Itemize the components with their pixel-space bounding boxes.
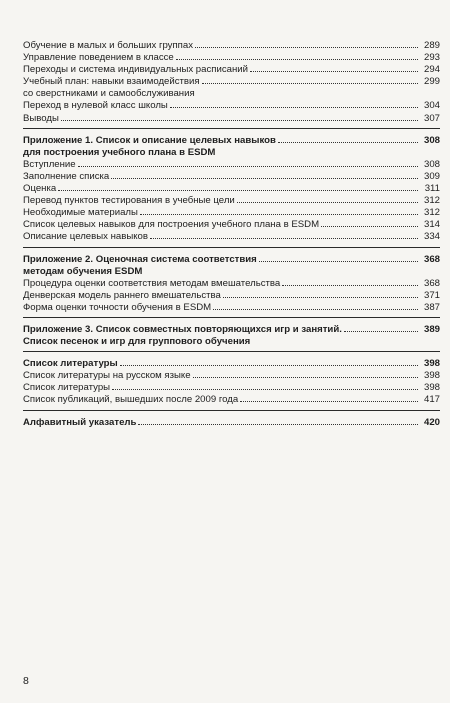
toc-entry-title: Список литературы: [23, 382, 111, 394]
toc-entry-page: 398: [423, 370, 440, 382]
toc-entry: [23, 195, 440, 207]
toc-entry-title: Учебный план: навыки взаимодействия со сверстниками и самообслуживания: [23, 76, 200, 100]
dot-leader: [213, 309, 418, 310]
toc-entry: [23, 394, 440, 406]
toc-entry-page: 294: [423, 64, 440, 76]
toc-entry: [23, 135, 440, 159]
toc-entry-page: 308: [423, 158, 440, 170]
toc-section: [23, 417, 440, 432]
toc-entry-page: 417: [423, 394, 440, 406]
toc-entry: [23, 219, 440, 231]
toc-entry-title: Приложение 2. Оценочная система соответствия методам обучения ESDM: [23, 253, 257, 277]
dot-leader: [344, 331, 418, 332]
toc-entry: [23, 370, 440, 382]
dot-leader: [138, 424, 418, 425]
toc-entry-title: Список публикаций, вышедших после 2009 года: [23, 394, 239, 406]
toc-entry: [23, 159, 440, 171]
dot-leader: [240, 401, 418, 402]
toc-entry-page: 304: [423, 100, 440, 112]
dot-leader: [170, 107, 418, 108]
dot-leader: [112, 389, 418, 390]
dot-leader: [223, 297, 418, 298]
toc-entry-page: 312: [423, 207, 440, 219]
dot-leader: [120, 365, 418, 366]
toc-entry: [23, 113, 440, 125]
toc-entry: [23, 207, 440, 219]
dot-leader: [195, 47, 418, 48]
dot-leader: [140, 214, 418, 215]
toc-entry-page: 309: [423, 170, 440, 182]
toc-entry: [23, 171, 440, 183]
toc-entry-page: 307: [423, 112, 440, 124]
toc-entry: [23, 290, 440, 302]
toc-entry-page: 311: [424, 183, 440, 195]
toc-entry: [23, 324, 440, 348]
toc-section: [23, 324, 440, 352]
toc-entry-title: Заполнение списка: [23, 170, 110, 182]
toc-entry-title: Денверская модель раннего вмешательства: [23, 289, 221, 301]
toc-section: [23, 135, 440, 248]
toc-entry-title: Форма оценки точности обучения в ESDM: [23, 301, 212, 313]
page-number: 8: [23, 675, 29, 687]
toc-entry-page: 368: [423, 277, 440, 289]
dot-leader: [250, 71, 418, 72]
dot-leader: [282, 285, 418, 286]
dot-leader: [150, 238, 418, 239]
toc-entry-title: Алфавитный указатель: [23, 416, 137, 428]
toc-entry: [23, 100, 440, 112]
toc-entry: [23, 40, 440, 52]
toc-entry-page: 314: [423, 219, 440, 231]
dot-leader: [321, 226, 418, 227]
toc-entry-page: 312: [423, 195, 440, 207]
table-of-contents: [23, 40, 440, 438]
toc-entry: [23, 382, 440, 394]
dot-leader: [78, 166, 418, 167]
toc-entry-page: 387: [423, 301, 440, 313]
toc-entry-page: 308: [423, 134, 440, 146]
toc-section: [23, 358, 440, 410]
toc-entry-title: Список целевых навыков для построения учебного плана в ESDM: [23, 219, 320, 231]
dot-leader: [58, 190, 418, 191]
toc-entry-page: 299: [423, 76, 440, 88]
toc-entry: [23, 64, 440, 76]
toc-entry-title: Перевод пунктов тестирования в учебные цели: [23, 195, 235, 207]
toc-entry-title: Процедура оценки соответствия методам вмешательства: [23, 277, 281, 289]
toc-entry-page: 293: [423, 52, 440, 64]
toc-entry-page: 420: [423, 416, 440, 428]
toc-entry-title: Оценка: [23, 183, 57, 195]
toc-entry-title: Необходимые материалы: [23, 207, 138, 219]
toc-entry-page: 368: [423, 253, 440, 265]
toc-entry-page: 289: [423, 40, 440, 51]
dot-leader: [237, 202, 418, 203]
toc-entry-title: Переход в нулевой класс школы: [23, 100, 168, 112]
toc-entry-title: Выводы: [23, 112, 59, 124]
toc-entry-title: Приложение 1. Список и описание целевых навыков для построения учебного плана в ESDM: [23, 134, 276, 158]
dot-leader: [278, 142, 418, 143]
toc-section: [23, 254, 440, 318]
toc-entry: [23, 183, 440, 195]
dot-leader: [193, 377, 418, 378]
toc-entry-page: 389: [423, 323, 440, 335]
toc-entry: [23, 417, 440, 429]
toc-entry-page: 398: [423, 358, 440, 370]
toc-entry-page: 398: [423, 382, 440, 394]
toc-entry-title: Описание целевых навыков: [23, 231, 148, 243]
toc-entry-title: Вступление: [23, 158, 76, 170]
toc-entry: [23, 278, 440, 290]
toc-entry-page: 371: [423, 289, 440, 301]
dot-leader: [259, 261, 418, 262]
toc-entry-title: Список литературы на русском языке: [23, 370, 191, 382]
toc-entry-title: Обучение в малых и больших группах: [23, 40, 193, 51]
toc-entry: [23, 254, 440, 278]
dot-leader: [61, 120, 418, 121]
toc-entry: [23, 231, 440, 243]
toc-entry: [23, 302, 440, 314]
dot-leader: [176, 59, 418, 60]
toc-entry-page: 334: [423, 231, 440, 243]
dot-leader: [202, 83, 418, 84]
toc-entry: [23, 358, 440, 370]
toc-section: [23, 40, 440, 129]
toc-entry-title: Приложение 3. Список совместных повторяющихся игр и занятий. Список песенок и игр для группового обучения: [23, 323, 342, 348]
toc-entry-title: Переходы и система индивидуальных расписаний: [23, 64, 248, 76]
dot-leader: [111, 178, 418, 179]
toc-entry: [23, 52, 440, 64]
toc-entry-title: Список литературы: [23, 358, 118, 370]
toc-entry: [23, 76, 440, 100]
toc-entry-title: Управление поведением в классе: [23, 52, 174, 64]
